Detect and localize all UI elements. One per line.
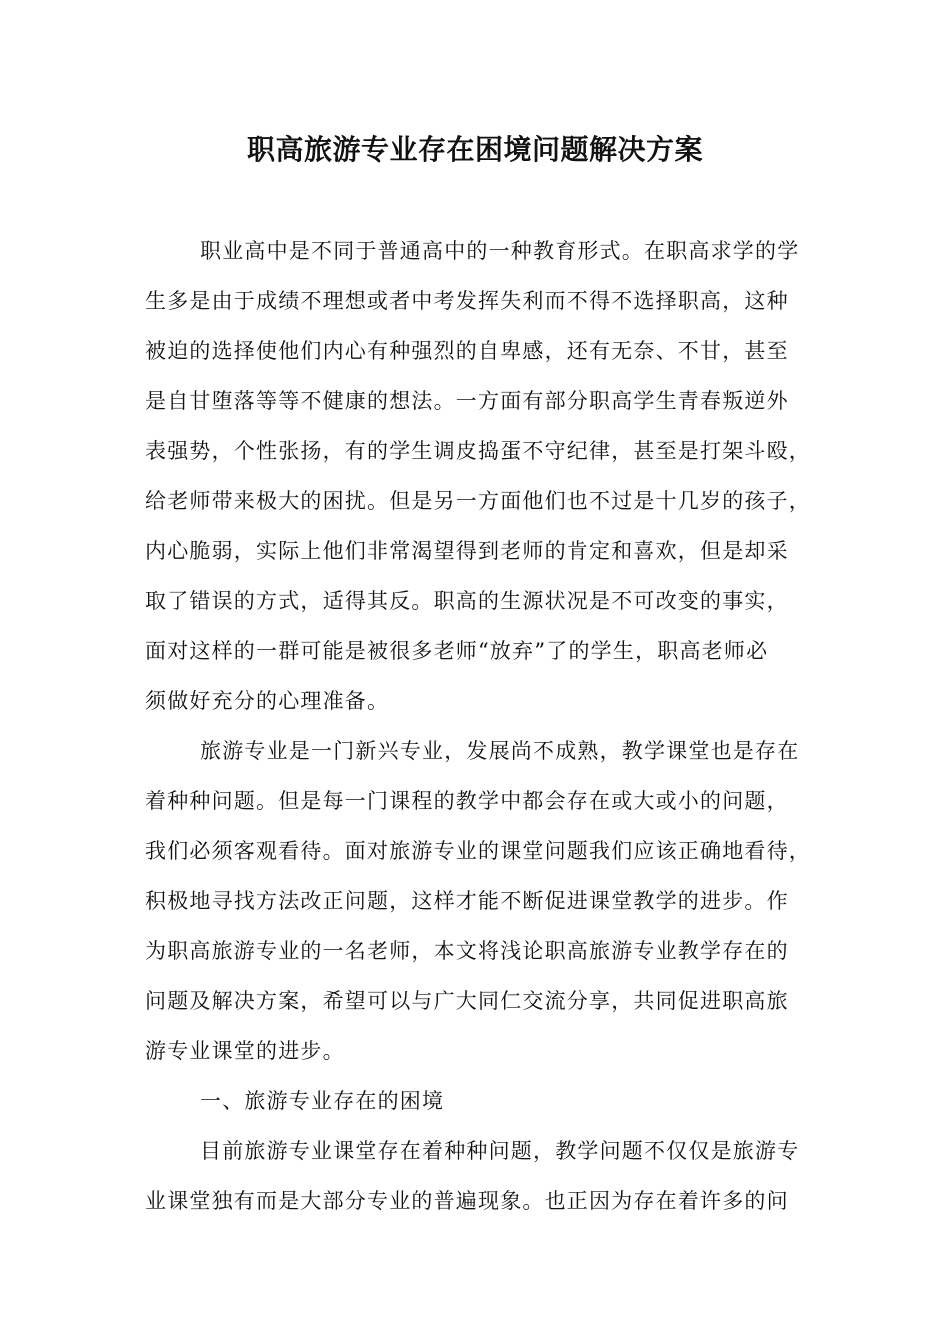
- paragraph-1-line-7: 内心脆弱，实际上他们非常渴望得到老师的肯定和喜欢，但是却采: [145, 539, 789, 563]
- paragraph-1-line-1: 职业高中是不同于普通高中的一种教育形式。在职高求学的学: [200, 239, 800, 263]
- paragraph-1-line-2: 生多是由于成绩不理想或者中考发挥失利而不得不选择职高，这种: [145, 289, 789, 313]
- paragraph-1-line-3: 被迫的选择使他们内心有种强烈的自卑感，还有无奈、不甘，甚至: [145, 339, 789, 363]
- paragraph-1-line-8: 取了错误的方式，适得其反。职高的生源状况是不可改变的事实，: [145, 589, 789, 613]
- paragraph-2-line-3: 我们必须客观看待。面对旅游专业的课堂问题我们应该正确地看待，: [145, 839, 811, 863]
- paragraph-2-line-1: 旅游专业是一门新兴专业，发展尚不成熟，教学课堂也是存在: [200, 739, 800, 763]
- paragraph-1-line-5: 表强势，个性张扬，有的学生调皮捣蛋不守纪律，甚至是打架斗殴，: [145, 439, 811, 463]
- paragraph-2-line-7: 游专业课堂的进步。: [145, 1039, 345, 1063]
- paragraph-1-line-10: 须做好充分的心理准备。: [145, 689, 390, 713]
- paragraph-2-line-6: 问题及解决方案，希望可以与广大同仁交流分享，共同促进职高旅: [145, 989, 789, 1013]
- paragraph-2-line-4: 积极地寻找方法改正问题，这样才能不断促进课堂教学的进步。作: [145, 889, 789, 913]
- paragraph-1-line-6: 给老师带来极大的困扰。但是另一方面他们也不过是十几岁的孩子，: [145, 489, 811, 513]
- paragraph-1-line-4: 是自甘堕落等等不健康的想法。一方面有部分职高学生青春叛逆外: [145, 389, 789, 413]
- paragraph-3-line-2: 业课堂独有而是大部分专业的普遍现象。也正因为存在着许多的问: [145, 1189, 789, 1213]
- document-title: 职高旅游专业存在困境问题解决方案: [246, 133, 703, 166]
- paragraph-1-line-9: 面对这样的一群可能是被很多老师“放弃”了的学生，职高老师必: [145, 639, 769, 663]
- paragraph-2-line-2: 着种种问题。但是每一门课程的教学中都会存在或大或小的问题，: [145, 789, 789, 813]
- section-heading: 一、旅游专业存在的困境: [200, 1089, 445, 1113]
- paragraph-3-line-1: 目前旅游专业课堂存在着种种问题，教学问题不仅仅是旅游专: [200, 1139, 800, 1163]
- paragraph-2-line-5: 为职高旅游专业的一名老师，本文将浅论职高旅游专业教学存在的: [145, 939, 789, 963]
